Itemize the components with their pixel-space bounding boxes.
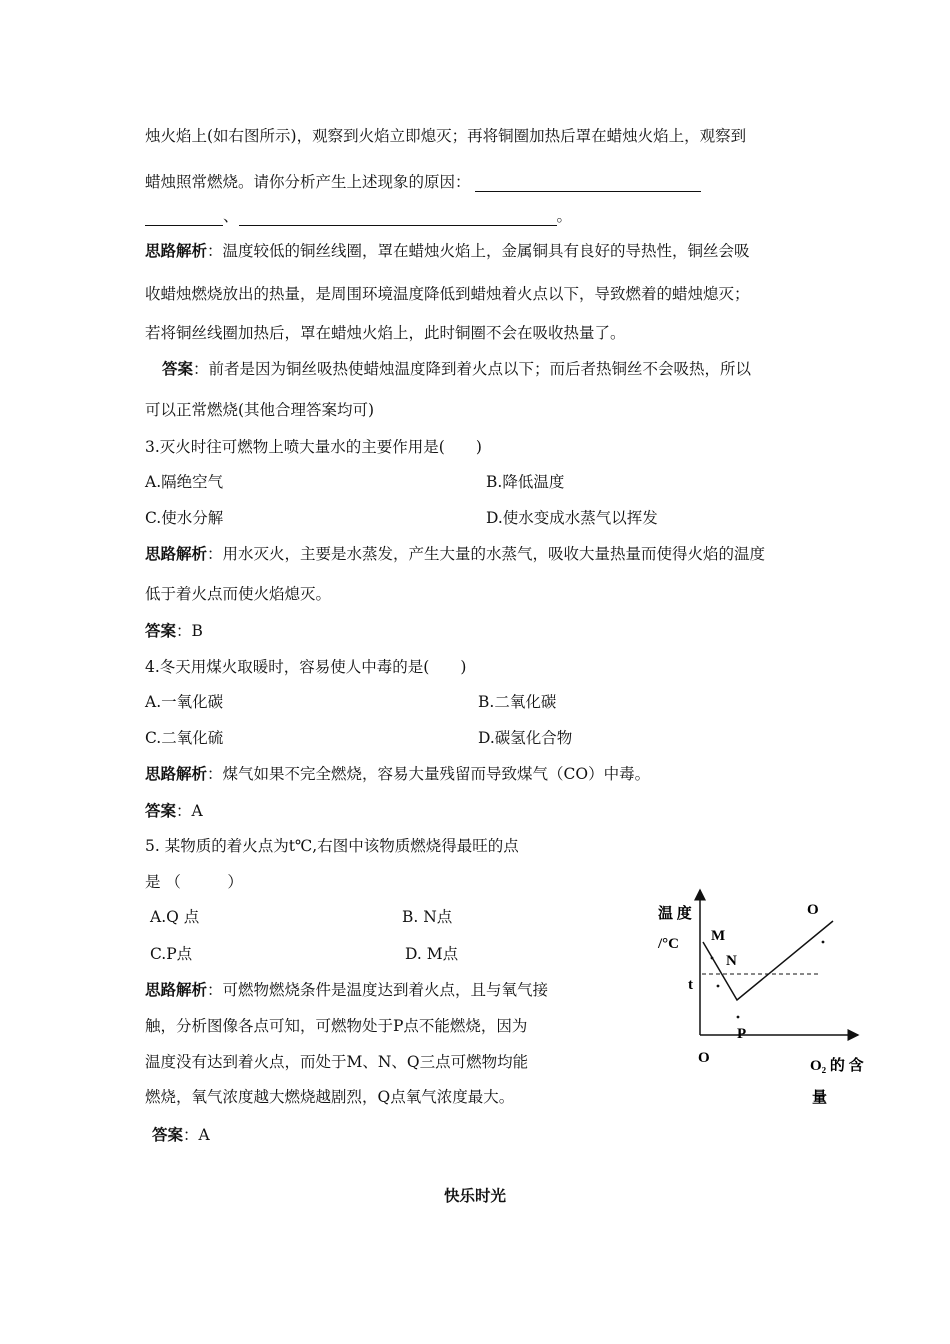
temperature-oxygen-graph: [640, 880, 880, 1110]
answer-blank-2[interactable]: [145, 209, 223, 226]
q3-analysis-line-1: [145, 544, 765, 564]
q5-option-b[interactable]: B. N点: [402, 908, 453, 926]
section-title: 快乐时光: [443, 1187, 506, 1205]
analysis-label: 思路解析: [145, 981, 208, 999]
q2-prompt: 蜡烛照常燃烧。请你分析产生上述现象的原因：: [145, 173, 471, 191]
answer-label: 答案: [152, 1126, 184, 1144]
origin-label: O: [698, 1050, 710, 1066]
analysis-label: 思路解析: [145, 242, 208, 260]
q3-answer: [145, 621, 203, 641]
t-label: t: [688, 977, 693, 993]
analysis-text: ：可燃物燃烧条件是温度达到着火点，且与氧气接: [207, 981, 549, 999]
q5-stem-line-2: 是 （ ）: [145, 873, 243, 891]
point-n-label: N: [726, 953, 737, 969]
point-m-dot: [711, 957, 714, 960]
q4-option-c[interactable]: C.二氧化硫: [145, 729, 224, 747]
answer-blank-1[interactable]: [475, 175, 701, 192]
y-axis-unit: /°C: [658, 936, 679, 952]
q3-option-d[interactable]: D.使水变成水蒸气以挥发: [486, 509, 658, 527]
answer-label: 答案: [145, 802, 177, 820]
answer-text: ：A: [176, 802, 203, 820]
q3-analysis-line-2: 低于着火点而使火焰熄灭。: [145, 585, 332, 603]
analysis-label: 思路解析: [145, 765, 208, 783]
q3-stem: 3.灭火时往可燃物上喷大量水的主要作用是( ): [145, 438, 482, 456]
answer-text: ：前者是因为铜丝吸热使蜡烛温度降到着火点以下；而后者热铜丝不会吸热，所以: [193, 360, 752, 378]
q2-analysis-line-2: 收蜡烛燃烧放出的热量，是周围环境温度降低到蜡烛着火点以下，导致燃着的蜡烛熄灭；: [145, 285, 750, 303]
q2-answer-line-1: [162, 359, 751, 379]
x-axis-label-2: 量: [812, 1090, 828, 1106]
answer-blank-3[interactable]: [239, 209, 557, 226]
answer-label: 答案: [145, 622, 177, 640]
q5-option-d[interactable]: D. M点: [405, 945, 459, 963]
answer-text: ：B: [176, 622, 203, 640]
point-n-dot: [717, 985, 720, 988]
sentence-end: 。: [556, 207, 573, 225]
q2-analysis-line-3: 若将铜丝线圈加热后，罩在蜡烛火焰上，此时铜圈不会在吸收热量了。: [145, 324, 626, 342]
q3-option-b[interactable]: B.降低温度: [486, 473, 565, 491]
q5-analysis-line-4: 燃烧，氧气浓度越大燃烧越剧烈，Q点氧气浓度最大。: [145, 1088, 515, 1106]
q4-option-b[interactable]: B.二氧化碳: [478, 693, 557, 711]
q5-option-c[interactable]: C.P点: [150, 945, 193, 963]
q5-analysis-line-1: [145, 980, 548, 1000]
point-p-dot: [737, 1016, 740, 1019]
analysis-text: ：温度较低的铜丝线圈，罩在蜡烛火焰上，金属铜具有良好的导热性，铜丝会吸: [207, 242, 750, 260]
q4-analysis: [145, 764, 650, 784]
separator: 、: [223, 207, 239, 225]
q4-answer: [145, 801, 203, 821]
q3-option-a[interactable]: A.隔绝空气: [145, 473, 224, 491]
q4-stem: 4.冬天用煤火取暖时，容易使人中毒的是( ): [145, 658, 467, 676]
point-p-label: P: [737, 1026, 747, 1042]
point-q-dot: [822, 941, 825, 944]
point-q-label: O: [807, 902, 819, 918]
q5-analysis-line-3: 温度没有达到着火点，而处于M、N、Q三点可燃物均能: [145, 1053, 529, 1071]
y-axis-label: 温 度: [658, 906, 692, 922]
q2-text-line-1: 烛火焰上(如右图所示)，观察到火焰立即熄灭；再将铜圈加热后罩在蜡烛火焰上，观察到: [145, 127, 747, 145]
analysis-text: ：煤气如果不完全燃烧，容易大量残留而导致煤气（CO）中毒。: [207, 765, 651, 783]
q5-stem-line-1: 5. 某物质的着火点为t℃,右图中该物质燃烧得最旺的点: [145, 837, 519, 855]
q5-option-a[interactable]: A.Q 点: [150, 908, 200, 926]
q5-answer: [152, 1125, 210, 1145]
answer-text: ：A: [183, 1126, 210, 1144]
q3-option-c[interactable]: C.使水分解: [145, 509, 224, 527]
q2-text-line-2: [145, 172, 701, 192]
analysis-label: 思路解析: [145, 545, 208, 563]
answer-label: 答案: [162, 360, 194, 378]
q2-text-line-3: [145, 206, 572, 226]
q2-analysis-line-1: [145, 241, 750, 261]
point-m-label: M: [711, 928, 726, 944]
analysis-text: ：用水灭火，主要是水蒸发，产生大量的水蒸气，吸收大量热量而使得火焰的温度: [207, 545, 766, 563]
q4-option-d[interactable]: D.碳氢化合物: [478, 729, 573, 747]
x-axis-label: O₂ 的 含: [810, 1058, 864, 1074]
q5-analysis-line-2: 触，分析图像各点可知，可燃物处于P点不能燃烧，因为: [145, 1017, 528, 1035]
q2-answer-line-2: 可以正常燃烧(其他合理答案均可): [145, 401, 375, 419]
q4-option-a[interactable]: A.一氧化碳: [145, 693, 224, 711]
